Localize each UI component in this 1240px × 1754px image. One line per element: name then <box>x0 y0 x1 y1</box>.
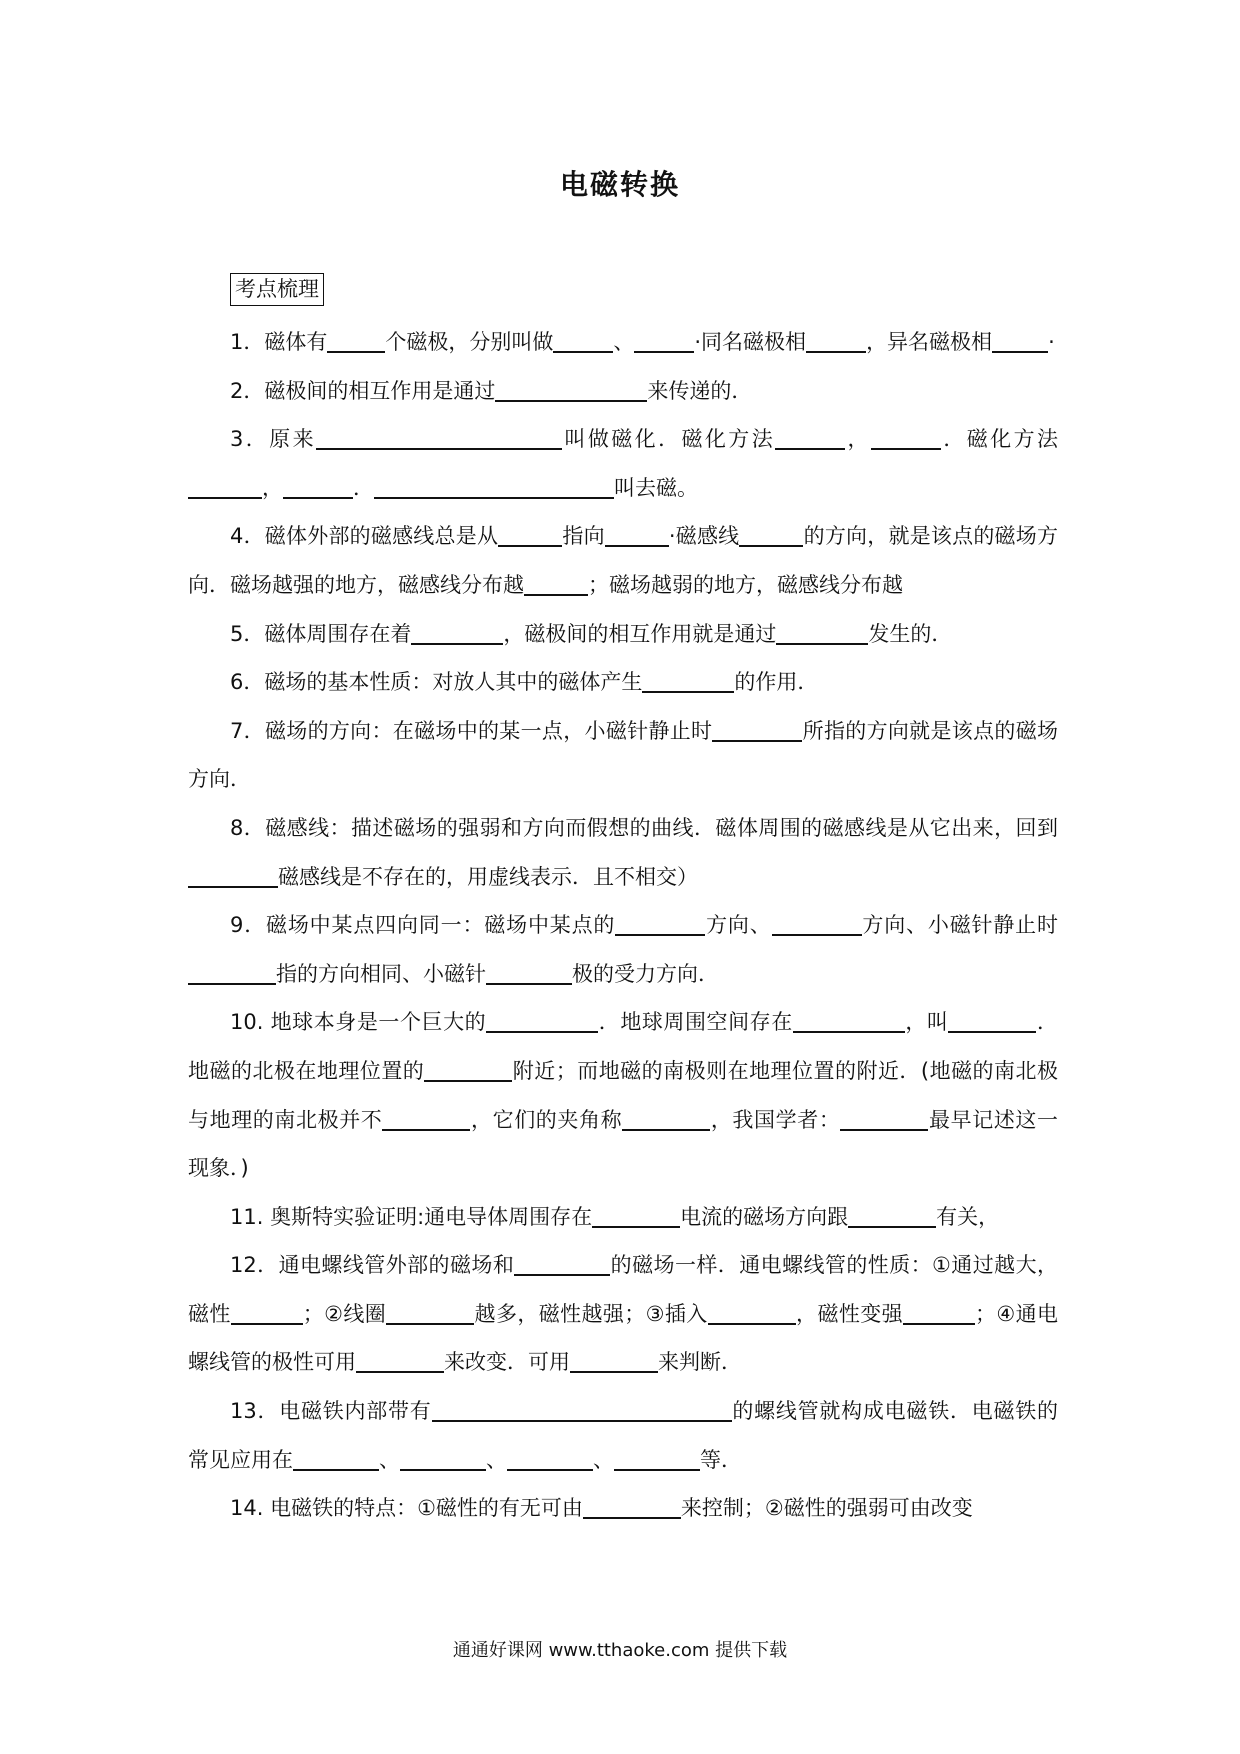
q10-text-g: ，我国学者： <box>710 1107 841 1132</box>
q12-text-f: ；④通电螺线管的极性可用 <box>188 1301 1059 1375</box>
q1-text-d: ·同名磁极相 <box>694 330 807 354</box>
answer-blank[interactable] <box>507 1448 593 1471</box>
q10-text-d: ．地磁的北极在地理位置的 <box>188 1010 1059 1083</box>
q13-text-f: 等． <box>700 1447 742 1472</box>
answer-blank[interactable] <box>634 330 694 353</box>
q3-text-c: ， <box>845 427 871 452</box>
q6-text-b: 的作用． <box>734 670 819 695</box>
q1-text-a: 1．磁体有 <box>230 330 328 354</box>
q11-text-a: 11. 奥斯特实验证明:通电导体周围存在 <box>230 1204 593 1229</box>
answer-blank[interactable] <box>903 1302 975 1325</box>
q10-text-b: ．地球周围空间存在 <box>598 1010 793 1035</box>
answer-blank[interactable] <box>739 524 803 547</box>
q13-text-d: 、 <box>486 1447 507 1472</box>
question-1 <box>188 318 1058 367</box>
answer-blank[interactable] <box>374 476 614 499</box>
question-12 <box>188 1241 1058 1387</box>
q7-text-b: 所指的方向就是该点的磁场方向． <box>188 718 1059 792</box>
answer-blank[interactable] <box>622 1108 710 1131</box>
answer-blank[interactable] <box>592 1205 680 1228</box>
q1-text-b: 个磁极，分别叫做 <box>385 330 554 354</box>
answer-blank[interactable] <box>424 1059 512 1082</box>
answer-blank[interactable] <box>615 913 705 936</box>
q9-text-a: 9．磁场中某点四向同一：磁场中某点的 <box>230 913 616 938</box>
answer-blank[interactable] <box>231 1302 303 1325</box>
answer-blank[interactable] <box>188 865 278 888</box>
question-14 <box>188 1484 1058 1533</box>
q13-text-e: 、 <box>593 1447 614 1472</box>
q4-text-b: 指向 <box>562 524 605 549</box>
answer-blank[interactable] <box>495 379 647 402</box>
q12-text-b: 的磁场一样．通电螺线管的性质：①通过越大，磁性 <box>188 1253 1058 1326</box>
q3-text-f: ． <box>353 475 374 500</box>
answer-blank[interactable] <box>806 330 866 353</box>
answer-blank[interactable] <box>432 1399 732 1422</box>
answer-blank[interactable] <box>514 1253 610 1276</box>
question-13 <box>188 1387 1058 1484</box>
answer-blank[interactable] <box>356 1350 444 1373</box>
question-2 <box>188 367 1058 416</box>
q14-text-a: 14. 电磁铁的特点：①磁性的有无可由 <box>230 1496 583 1521</box>
q10-text-c: ，叫 <box>904 1010 949 1035</box>
answer-blank[interactable] <box>382 1108 470 1131</box>
q3-text-g: 叫去磁。 <box>614 475 698 500</box>
q6-text-a: 6．磁场的基本性质：对放人其中的磁体产生 <box>230 670 643 695</box>
q11-text-b: 电流的磁场方向跟 <box>680 1204 849 1229</box>
q4-text-a: 4．磁体外部的磁感线总是从 <box>230 524 499 549</box>
footer-text: 通通好课网 www.tthaoke.com 提供下载 <box>452 1640 788 1661</box>
question-10 <box>188 998 1058 1192</box>
answer-blank[interactable] <box>948 1010 1036 1033</box>
question-9 <box>188 901 1058 998</box>
answer-blank[interactable] <box>283 476 353 499</box>
q5-text-a: 5．磁体周围存在着 <box>230 621 412 646</box>
answer-blank[interactable] <box>614 1448 700 1471</box>
answer-blank[interactable] <box>188 476 262 499</box>
question-4 <box>188 512 1058 609</box>
answer-blank[interactable] <box>411 622 503 645</box>
q10-text-e: 附近；而地磁的南极则在地理位置的附近．(地磁的南北极与地理的南北极并不 <box>188 1058 1058 1132</box>
answer-blank[interactable] <box>553 330 613 353</box>
answer-blank[interactable] <box>486 962 572 985</box>
q12-text-e: ，磁性变强 <box>795 1301 904 1326</box>
q9-text-e: 极的受力方向． <box>572 961 719 986</box>
q9-text-b: 方向、 <box>705 913 772 938</box>
q4-text-c: ·磁感线 <box>668 524 740 549</box>
answer-blank[interactable] <box>188 962 276 985</box>
answer-blank[interactable] <box>498 524 562 547</box>
answer-blank[interactable] <box>848 1205 936 1228</box>
q3-text-e: ， <box>262 475 283 500</box>
q4-text-d: 的方向，就是该点的磁场方向．磁场越强的地方，磁感线分布越 <box>188 524 1058 597</box>
q10-text-h: 最早记述这一现象．) <box>188 1107 1059 1181</box>
answer-blank[interactable] <box>840 1108 928 1131</box>
q12-text-d: 越多，磁性越强；③插入 <box>474 1301 708 1326</box>
q10-text-a: 10. 地球本身是一个巨大的 <box>230 1010 487 1035</box>
q3-text-d: ．磁化方法 <box>940 427 1059 452</box>
answer-blank[interactable] <box>524 573 588 596</box>
question-7 <box>188 707 1058 804</box>
answer-blank[interactable] <box>793 1010 905 1033</box>
answer-blank[interactable] <box>992 330 1048 353</box>
question-8 <box>188 804 1058 901</box>
section-label: 考点梳理 <box>230 273 324 306</box>
page-title: 电磁转换 <box>559 168 680 201</box>
question-6 <box>188 658 1058 707</box>
answer-blank[interactable] <box>708 1302 796 1325</box>
q13-text-a: 13．电磁铁内部带有 <box>230 1399 432 1424</box>
question-3 <box>188 415 1058 512</box>
answer-blank[interactable] <box>386 1302 474 1325</box>
q4-text-e: ；磁场越弱的地方，磁感线分布越 <box>588 572 903 597</box>
answer-blank[interactable] <box>327 330 385 353</box>
answer-blank[interactable] <box>486 1010 598 1033</box>
q5-text-c: 发生的． <box>868 621 953 646</box>
answer-blank[interactable] <box>772 913 862 936</box>
q12-text-c: ；②线圈 <box>302 1301 387 1326</box>
q12-text-h: 来判断． <box>658 1350 742 1375</box>
q13-text-c: 、 <box>379 1447 400 1472</box>
q8-text-b: 磁感线是不存在的，用虚线表示．且不相交） <box>278 864 698 889</box>
answer-blank[interactable] <box>642 670 734 693</box>
answer-blank[interactable] <box>570 1350 658 1373</box>
answer-blank[interactable] <box>400 1448 486 1471</box>
q9-text-d: 指的方向相同、小磁针 <box>276 961 486 986</box>
q9-text-c: 方向、小磁针静止时 <box>861 913 1059 938</box>
q1-text-c: 、 <box>613 330 635 354</box>
question-list <box>188 318 1058 1533</box>
answer-blank[interactable] <box>776 622 868 645</box>
answer-blank[interactable] <box>605 524 669 547</box>
q5-text-b: ，磁极间的相互作用就是通过 <box>503 621 777 646</box>
question-5 <box>188 610 1058 659</box>
q3-text-a: 3．原来 <box>230 427 317 452</box>
q2-text-b: 来传递的． <box>647 378 753 403</box>
answer-blank[interactable] <box>775 427 845 450</box>
answer-blank[interactable] <box>712 719 802 742</box>
q10-text-f: ，它们的夹角称 <box>470 1107 623 1132</box>
question-11 <box>188 1193 1058 1242</box>
answer-blank[interactable] <box>293 1448 379 1471</box>
q3-text-b: 叫做磁化．磁化方法 <box>562 427 776 452</box>
q2-text-a: 2．磁极间的相互作用是通过 <box>230 378 496 403</box>
q8-text-a: 8．磁感线：描述磁场的强弱和方向而假想的曲线．磁体周围的磁感线是从它出来，回到 <box>230 815 1058 840</box>
q7-text-a: 7．磁场的方向：在磁场中的某一点，小磁针静止时 <box>230 718 713 743</box>
answer-blank[interactable] <box>316 427 562 450</box>
q13-text-b: 的螺线管就构成电磁铁．电磁铁的常见应用在 <box>188 1399 1058 1472</box>
answer-blank[interactable] <box>583 1496 681 1519</box>
q12-text-a: 12．通电螺线管外部的磁场和 <box>230 1253 515 1278</box>
answer-blank[interactable] <box>871 427 941 450</box>
q14-text-b: 来控制；②磁性的强弱可由改变 <box>680 1496 973 1521</box>
q12-text-g: 来改变．可用 <box>444 1350 570 1375</box>
q11-text-c: 有关， <box>936 1204 1000 1229</box>
q1-text-e: ，异名磁极相 <box>866 330 993 354</box>
q1-text-f: · <box>1048 330 1055 354</box>
